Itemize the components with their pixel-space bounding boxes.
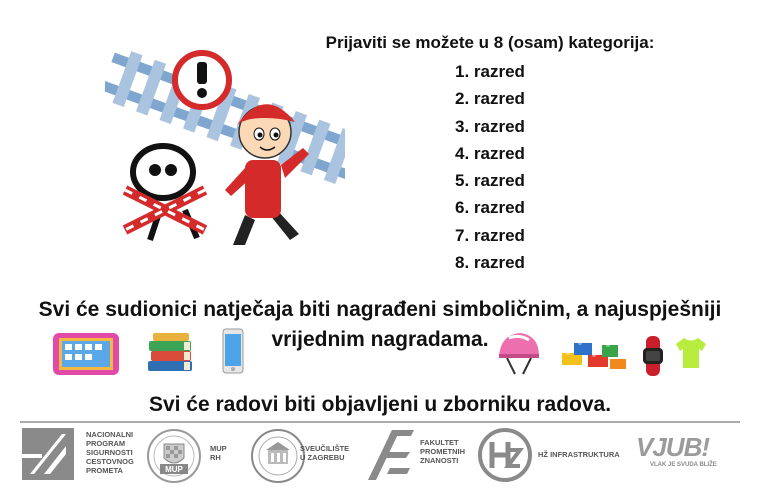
list-item: 6. razred [455,198,525,218]
railway-illustration [105,40,345,260]
helmet-icon [497,330,541,376]
npscp-logo-text: NACIONALNI PROGRAM SIGURNOSTI CESTOVNOG PROMETA [86,430,134,475]
tshirt-icon [674,336,708,370]
awards-text-line1: Svi će sudionici natječaja biti nagrađeni simboličnim, a najuspješniji [38,298,722,321]
exclamation-warning-icon [175,53,229,107]
hz-logo-text: HŽ INFRASTRUKTURA [538,450,620,459]
awards-text-line2: vrijednim nagradama. [271,328,489,351]
fpz-logo-icon [364,428,416,482]
hz-logo-icon [478,428,532,482]
npscp-logo-icon [22,428,74,480]
categories-heading: Prijaviti se možete u 8 (osam) kategorija: [325,33,655,52]
fpz-logo-text: FAKULTET PROMETNIH ZNANOSTI [420,438,465,465]
smartphone-icon [222,328,244,374]
divider [20,421,740,423]
mup-crest-icon [146,428,202,484]
list-item: 5. razred [455,171,525,191]
smartwatch-icon [638,336,668,376]
list-item: 2. razred [455,89,525,109]
vjub-logo-title: VJUB! [636,432,710,462]
mup-badge-text: MUP [165,465,183,474]
publication-text: Svi će radovi biti objavljeni u zborniku radova. [148,393,612,416]
books-icon [146,333,194,373]
list-item: 8. razred [455,253,525,273]
vjub-logo-subtitle: VLAK JE SVUDA BLIŽE [650,462,717,468]
university-logo-text: SVEUČILIŠTE U ZAGREBU [300,444,350,462]
list-item: 1. razred [455,62,525,81]
category-list [455,58,575,276]
list-item: 4. razred [455,143,525,163]
list-item: 3. razred [455,116,525,136]
crossing-sign-character-icon [125,146,205,240]
building-blocks-icon [562,335,628,373]
tablet-icon [52,332,120,376]
list-item: 7. razred [455,225,525,245]
university-seal-icon [250,428,306,484]
mup-logo-text: MUP RH [210,444,227,462]
